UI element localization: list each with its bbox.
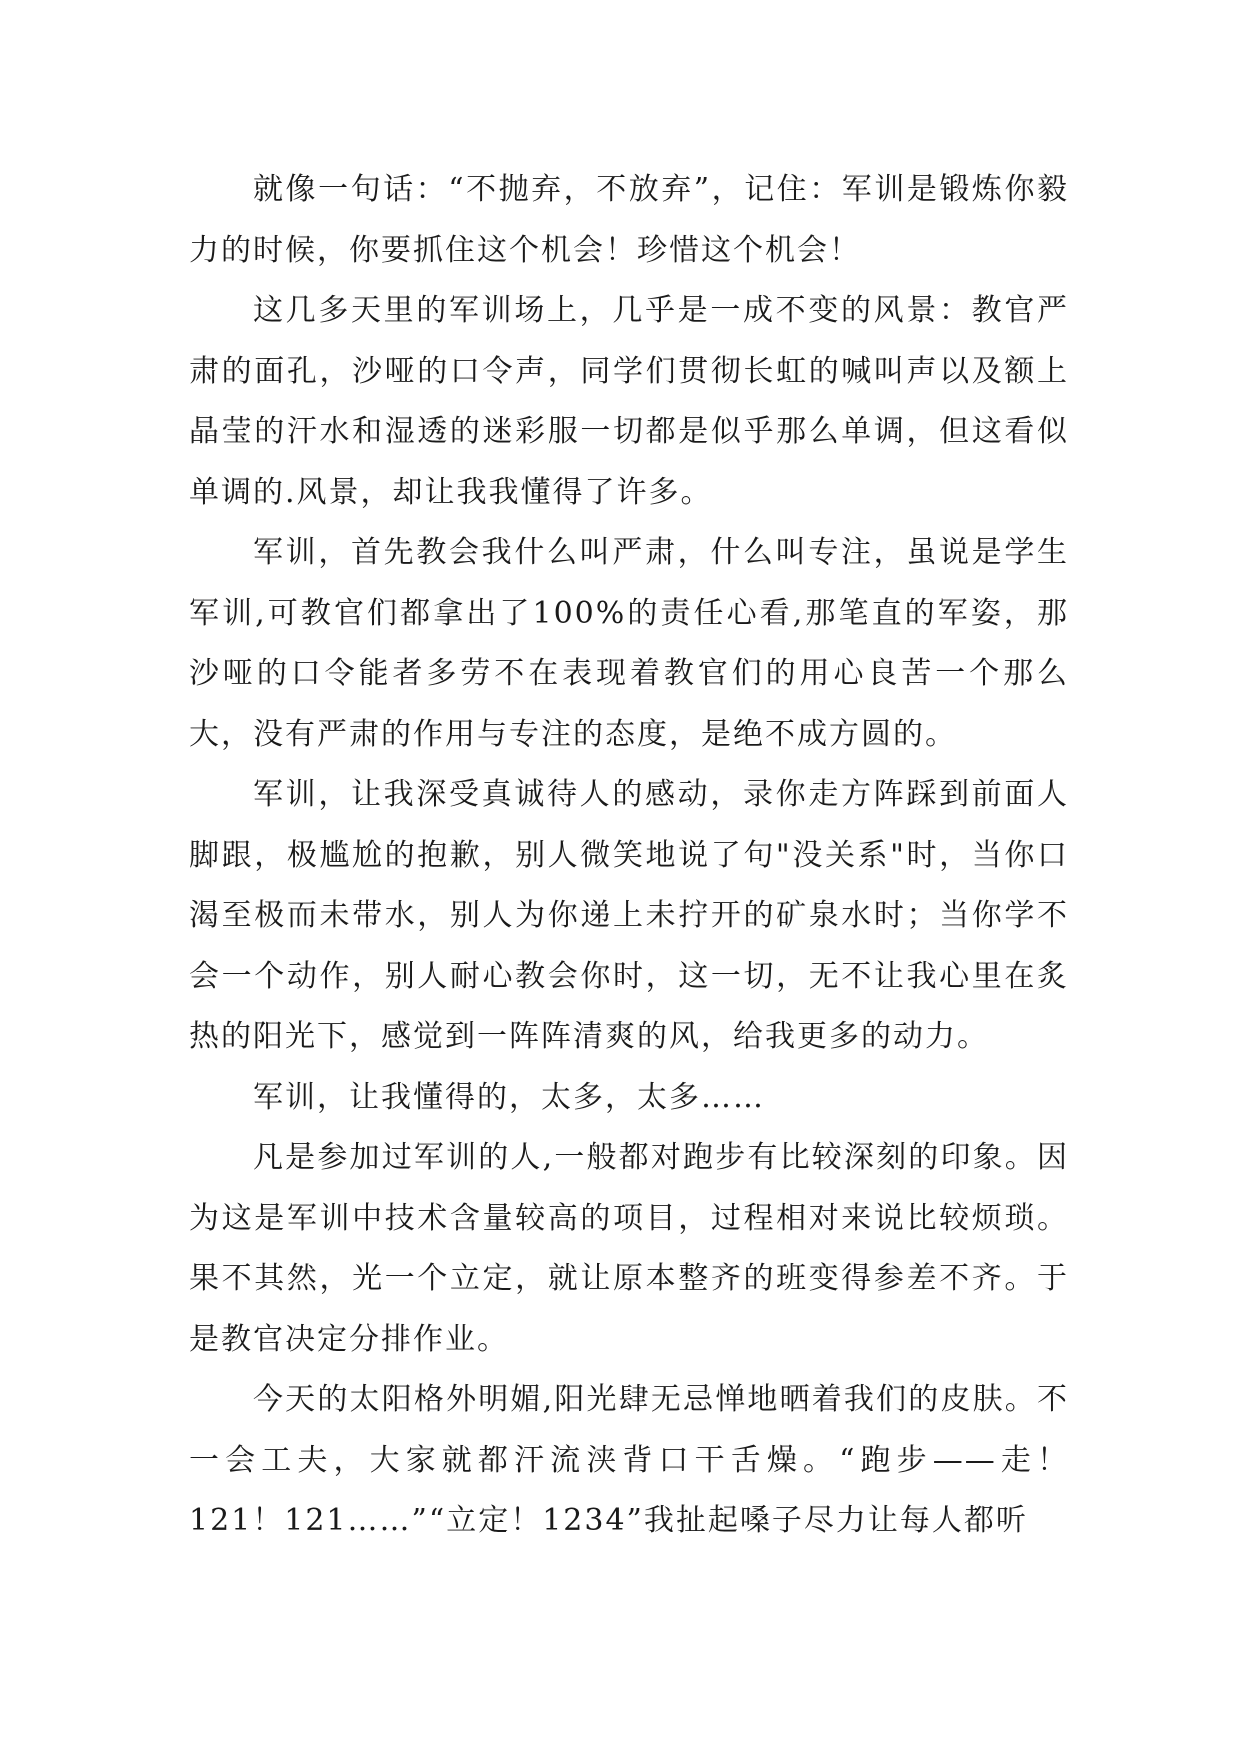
paragraph: 这几多天里的军训场上，几乎是一成不变的风景：教官严肃的面孔，沙哑的口令声，同学们贯彻长虹的喊叫声以及额上晶莹的汗水和湿透的迷彩服一切都是似乎那么单调，但这看似单调的.风景，却让我我懂得了许多。: [189, 293, 1069, 510]
paragraph: 军训，首先教会我什么叫严肃，什么叫专注，虽说是学生军训,可教官们都拿出了100%的责任心看,那笔直的军姿，那沙哑的口令能者多劳不在表现着教官们的用心良苦一个那么大，没有严肃的作用与专注的态度，是绝不成方圆的。: [189, 535, 1069, 752]
paragraph: 就像一句话：“不抛弃，不放弃”，记住：军训是锻炼你毅力的时候，你要抓住这个机会！珍惜这个机会！: [189, 172, 1069, 268]
paragraph: 军训，让我懂得的，太多，太多……: [253, 1079, 765, 1115]
paragraph: 今天的太阳格外明媚,阳光肆无忌惮地晒着我们的皮肤。不一会工夫，大家就都汗流浃背口干舌燥。“跑步——走！121！121……”“立定！1234”我扯起嗓子尽力让每人都听: [189, 1382, 1069, 1538]
document-body: [189, 160, 1069, 1552]
paragraph: 凡是参加过军训的人,一般都对跑步有比较深刻的印象。因为这是军训中技术含量较高的项目，过程相对来说比较烦琐。果不其然，光一个立定，就让原本整齐的班变得参差不齐。于是教官决定分排作业。: [189, 1140, 1069, 1357]
paragraph: 军训，让我深受真诚待人的感动，录你走方阵踩到前面人脚跟，极尴尬的抱歉，别人微笑地说了句"没关系"时，当你口渴至极而未带水，别人为你递上未拧开的矿泉水时；当你学不会一个动作，别人耐心教会你时，这一切，无不让我心里在炙热的阳光下，感觉到一阵阵清爽的风，给我更多的动力。: [189, 777, 1069, 1054]
